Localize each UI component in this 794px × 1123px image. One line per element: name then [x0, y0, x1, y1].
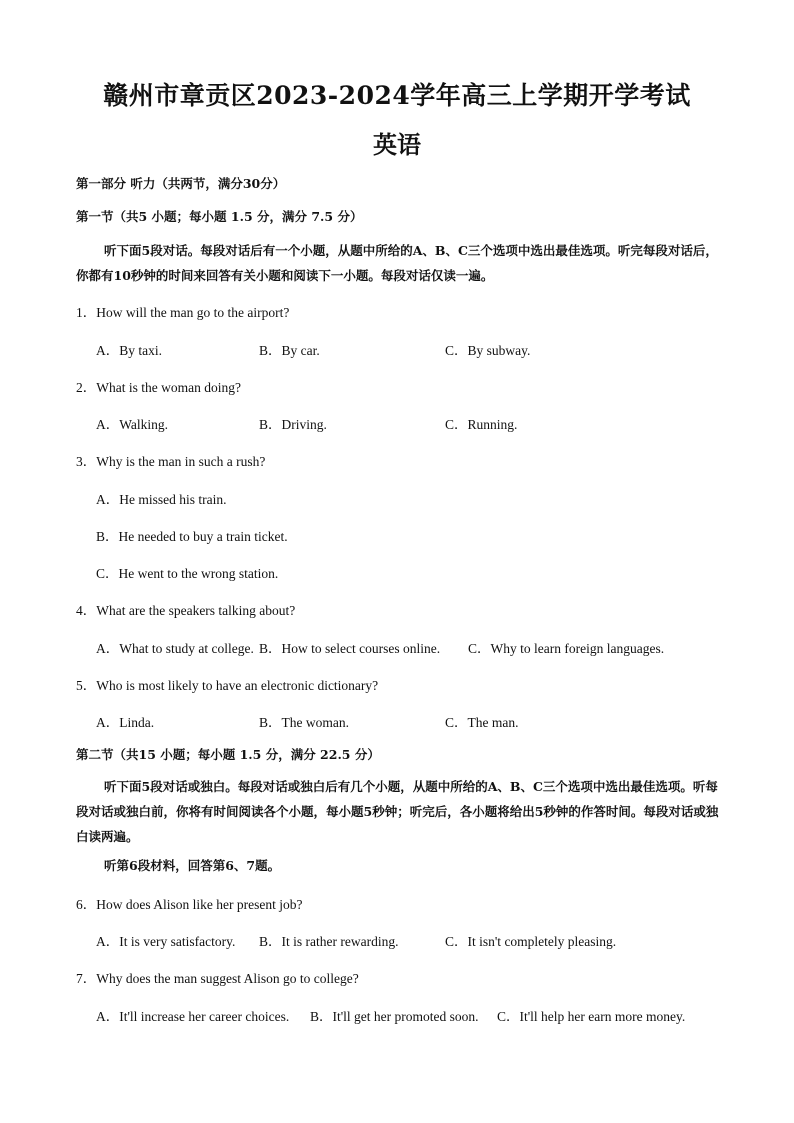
option-b: B．How to select courses online. [259, 641, 441, 656]
exam-title: 赣州市章贡区2023-2024学年高三上学期开学考试 [103, 81, 691, 110]
question-stem: 3．Why is the man in such a rush? [76, 454, 266, 469]
option-b: B．It is rather rewarding. [259, 934, 399, 949]
option-c: C．Running. [445, 417, 518, 432]
question-stem: 4．What are the speakers talking about? [76, 603, 296, 618]
option-c: C．He went to the wrong station. [96, 566, 279, 581]
option-a: A．It is very satisfactory. [96, 934, 236, 949]
option-c: C．It'll help her earn more money. [497, 1009, 686, 1024]
material-note: 听第6段材料，回答第6、7题。 [104, 858, 281, 873]
option-c: C．It isn't completely pleasing. [445, 934, 617, 949]
option-a: A．By taxi. [96, 343, 162, 358]
option-a: A．He missed his train. [96, 492, 227, 507]
question-stem: 1．How will the man go to the airport? [76, 305, 290, 320]
option-a: A．What to study at college. [96, 641, 254, 656]
section2-instruction: 听下面5段对话或独白。每段对话或独白后有几个小题，从题中所给的A、B、C三个选项中选出最佳选项。听每段对话或独白前，你将有时间阅读各个小题，每小题5秒钟；听完后，各小题将给出5秒钟的作答时间。每段对话或独白读两遍。 [76, 779, 719, 844]
question-stem: 2．What is the woman doing? [76, 380, 241, 395]
section1-heading: 第一节（共5 小题；每小题 1.5 分，满分 7.5 分） [76, 209, 363, 224]
question-stem: 7．Why does the man suggest Alison go to college? [76, 971, 359, 986]
part-heading: 第一部分 听力（共两节，满分30分） [76, 176, 286, 191]
option-a: A．Walking. [96, 417, 169, 432]
question-stem: 6．How does Alison like her present job? [76, 897, 303, 912]
section1-instruction: 听下面5段对话。每段对话后有一个小题，从题中所给的A、B、C三个选项中选出最佳选项。听完每段对话后，你都有10秒钟的时间来回答有关小题和阅读下一小题。每段对话仅读一遍。 [76, 243, 718, 283]
option-b: B．It'll get her promoted soon. [310, 1009, 479, 1024]
question-stem: 5．Who is most likely to have an electronic dictionary? [76, 678, 379, 693]
subject-title: 英语 [373, 130, 421, 159]
option-b: B．By car. [259, 343, 320, 358]
section2-heading: 第二节（共15 小题；每小题 1.5 分，满分 22.5 分） [76, 747, 380, 762]
option-c: C．The man. [445, 715, 519, 730]
option-c: C．Why to learn foreign languages. [468, 641, 665, 656]
option-b: B．Driving. [259, 417, 327, 432]
option-c: C．By subway. [445, 343, 531, 358]
option-a: A．Linda. [96, 715, 155, 730]
option-b: B．He needed to buy a train ticket. [96, 529, 288, 544]
option-a: A．It'll increase her career choices. [96, 1009, 290, 1024]
option-b: B．The woman. [259, 715, 349, 730]
